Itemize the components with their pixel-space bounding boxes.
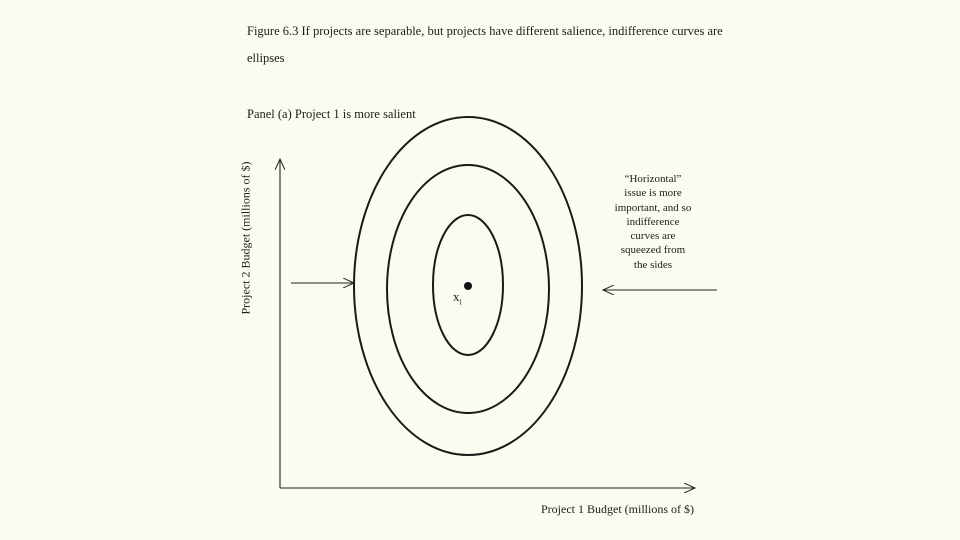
annotation-line: important, and so: [614, 201, 692, 214]
ideal-point-marker: [464, 282, 472, 290]
annotation-line: indifference: [626, 215, 680, 228]
figure-caption-line-2: ellipses: [247, 51, 285, 65]
y-axis-label-text: Project 2 Budget (millions of $): [238, 161, 253, 315]
ideal-point-label-main: x: [453, 289, 460, 304]
annotation-line: curves are: [630, 230, 676, 243]
panel-title: Panel (a) Project 1 is more salient: [247, 107, 416, 121]
figure-caption-line-1: Figure 6.3 If projects are separable, but projects have different salience, indifference curves are: [247, 24, 723, 38]
ideal-point-label-subscript: i: [459, 297, 462, 307]
annotation-line: “Horizontal”: [624, 173, 682, 185]
annotation-note: [598, 172, 708, 272]
annotation-line: issue is more: [624, 187, 682, 200]
annotation-line: the sides: [633, 258, 673, 271]
x-axis-label: Project 1 Budget (millions of $): [541, 502, 694, 516]
annotation-line: squeezed from: [620, 244, 686, 257]
ideal-point-label: [453, 289, 462, 307]
